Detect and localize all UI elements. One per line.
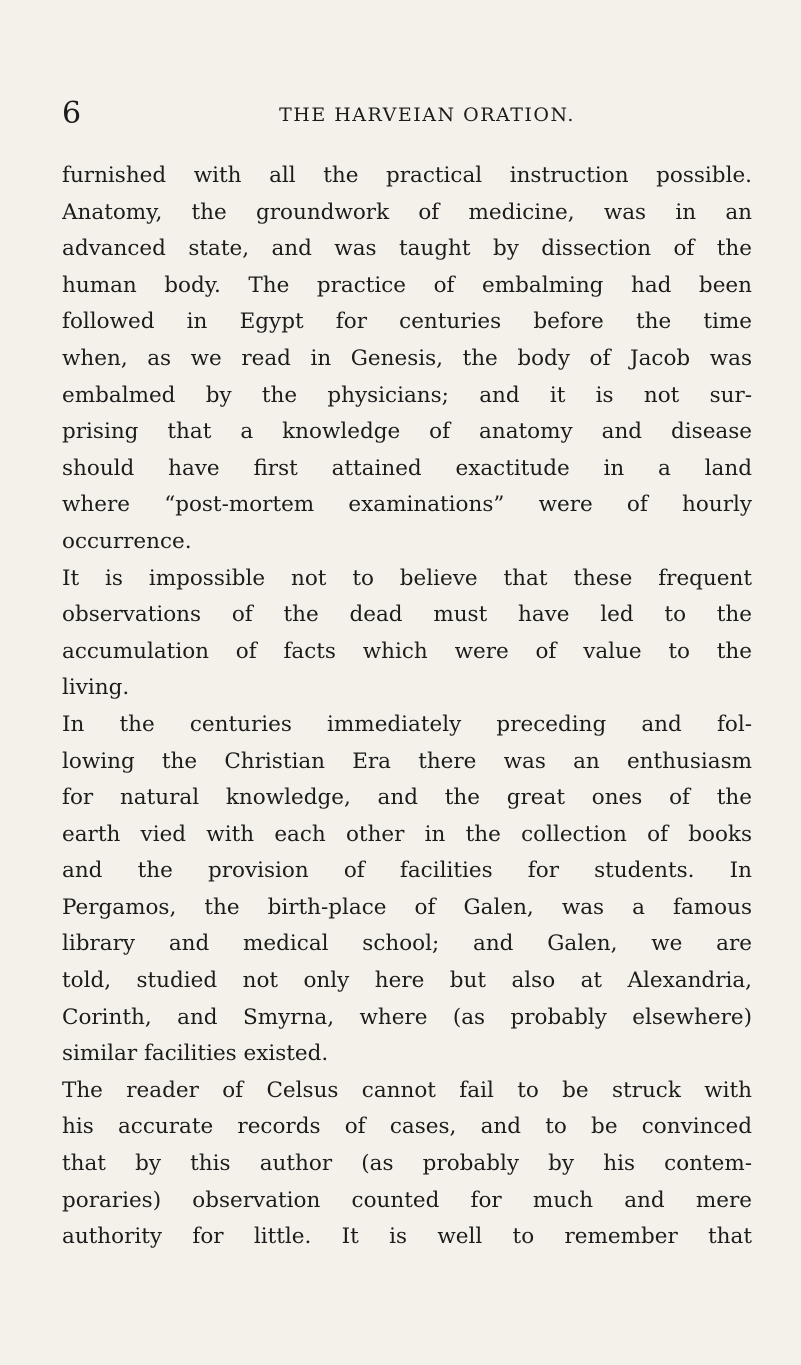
running-title: THE HARVEIAN ORATION. — [279, 104, 575, 126]
text-line: observations of the dead must have led to the — [62, 602, 752, 628]
text-line: embalmed by the physicians; and it is not sur- — [62, 382, 752, 408]
text-line: should have first attained exactitude in a land — [62, 455, 752, 481]
text-line: followed in Egypt for centuries before the time — [62, 309, 752, 335]
text-line: where “post-mortem examinations” were of hourly — [62, 492, 752, 518]
text-line: advanced state, and was taught by dissection of the — [62, 236, 752, 262]
text-line: his accurate records of cases, and to be convinced — [62, 1114, 752, 1140]
text-line: human body. The practice of embalming had been — [62, 272, 752, 298]
text-line: and the provision of facilities for students. In — [62, 858, 752, 884]
text-line: for natural knowledge, and the great ones of the — [62, 785, 752, 811]
text-line: accumulation of facts which were of value to the — [62, 638, 752, 664]
text-line: Pergamos, the birth-place of Galen, was a famous — [62, 894, 752, 920]
text-line: prising that a knowledge of anatomy and disease — [62, 419, 752, 445]
text-line: poraries) observation counted for much and mere — [62, 1187, 752, 1213]
text-line: earth vied with each other in the collection of books — [62, 821, 752, 847]
text-line: The reader of Celsus cannot fail to be struck with — [62, 1077, 752, 1103]
text-line: Anatomy, the groundwork of medicine, was in an — [62, 199, 752, 225]
text-line: In the centuries immediately preceding and fol- — [62, 711, 752, 737]
text-line: library and medical school; and Galen, we are — [62, 931, 752, 957]
text-line: that by this author (as probably by his contem- — [62, 1151, 752, 1177]
text-line: living. — [62, 675, 130, 701]
text-line: lowing the Christian Era there was an enthusiasm — [62, 748, 752, 774]
text-line: told, studied not only here but also at Alexandria, — [62, 968, 752, 994]
text-line: when, as we read in Genesis, the body of Jacob was — [62, 345, 752, 371]
text-line: Corinth, and Smyrna, where (as probably elsewhere) — [62, 1004, 752, 1030]
running-head — [62, 94, 752, 134]
text-line: occurrence. — [62, 528, 192, 554]
body-text — [62, 158, 752, 1256]
page-number: 6 — [62, 96, 82, 131]
text-line: It is impossible not to believe that these frequent — [62, 565, 752, 591]
text-line: furnished with all the practical instruction possible. — [62, 163, 752, 188]
text-line: similar facilities existed. — [62, 1041, 329, 1067]
text-line: authority for little. It is well to remember that — [62, 1224, 752, 1250]
